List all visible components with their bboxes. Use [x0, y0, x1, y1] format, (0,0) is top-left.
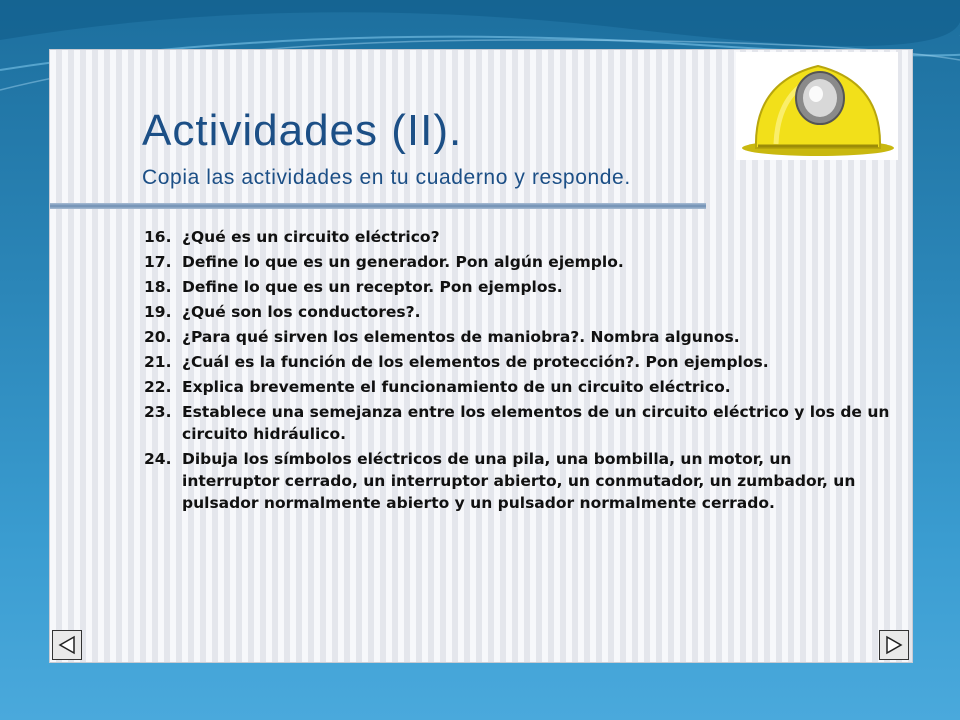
item-number: 22.: [144, 378, 172, 396]
item-text: ¿Qué son los conductores?.: [182, 303, 421, 321]
item-number: 21.: [144, 353, 172, 371]
activity-list: [144, 226, 894, 517]
title-divider: [50, 203, 706, 209]
list-item: [144, 301, 894, 323]
item-text: Define lo que es un receptor. Pon ejemplos.: [182, 278, 563, 296]
list-item: [144, 376, 894, 398]
list-item: [144, 226, 894, 248]
item-text: Establece una semejanza entre los elementos de un circuito eléctrico y los de un circuito hidráulico.: [182, 403, 890, 443]
previous-arrow-icon: [57, 635, 77, 655]
previous-slide-button[interactable]: [52, 630, 82, 660]
item-text: ¿Cuál es la función de los elementos de protección?. Pon ejemplos.: [182, 353, 769, 371]
list-item: [144, 401, 894, 445]
item-number: 23.: [144, 403, 172, 421]
item-text: ¿Qué es un circuito eléctrico?: [182, 228, 440, 246]
list-item: [144, 326, 894, 348]
slide-panel: [50, 50, 912, 662]
item-number: 24.: [144, 450, 172, 468]
page-title: Actividades (II).: [142, 106, 463, 155]
next-arrow-icon: [884, 635, 904, 655]
item-text: ¿Para qué sirven los elementos de maniobra?. Nombra algunos.: [182, 328, 740, 346]
item-text: Dibuja los símbolos eléctricos de una pila, una bombilla, un motor, un interruptor cerrado, un interruptor abierto, un conmutador, un zumbador, un pulsador normalmente abierto y un pulsador normalmente cerrado.: [182, 450, 856, 512]
list-item: [144, 351, 894, 373]
item-number: 19.: [144, 303, 172, 321]
list-item: [144, 448, 894, 514]
next-slide-button[interactable]: [879, 630, 909, 660]
item-number: 20.: [144, 328, 172, 346]
item-number: 17.: [144, 253, 172, 271]
page-subtitle: Copia las actividades en tu cuaderno y responde.: [142, 166, 631, 189]
item-text: Define lo que es un generador. Pon algún ejemplo.: [182, 253, 624, 271]
miner-helmet-icon: [736, 52, 898, 160]
list-item: [144, 251, 894, 273]
item-number: 16.: [144, 228, 172, 246]
item-text: Explica brevemente el funcionamiento de un circuito eléctrico.: [182, 378, 731, 396]
list-item: [144, 276, 894, 298]
item-number: 18.: [144, 278, 172, 296]
